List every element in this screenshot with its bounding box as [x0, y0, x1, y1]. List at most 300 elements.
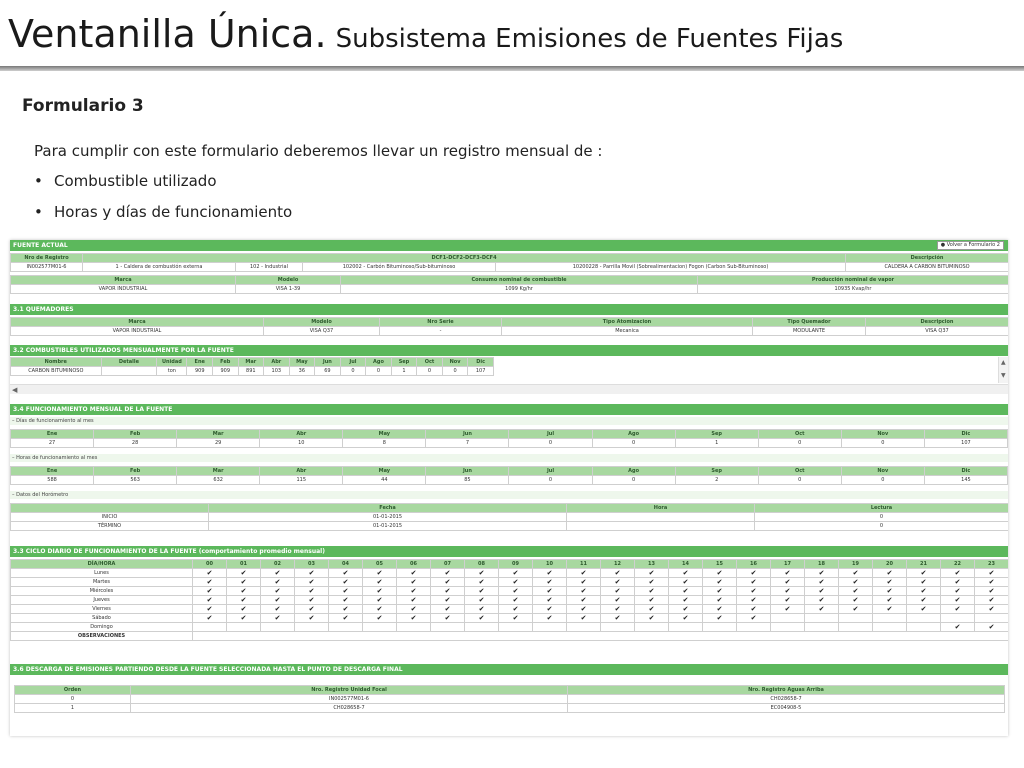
dias-table	[10, 429, 1008, 448]
check-icon: ✔	[363, 614, 397, 623]
check-icon: ✔	[839, 578, 873, 587]
check-icon: ✔	[567, 569, 601, 578]
header-cell: May	[289, 358, 315, 367]
check-icon: ✔	[771, 587, 805, 596]
cell: 563	[94, 476, 177, 485]
check-icon: ✔	[737, 569, 771, 578]
cell: 0	[509, 476, 592, 485]
check-icon: ✔	[601, 596, 635, 605]
check-icon: ✔	[567, 596, 601, 605]
check-icon: ✔	[771, 569, 805, 578]
check-icon: ✔	[431, 587, 465, 596]
check-icon: ✔	[431, 614, 465, 623]
hour-header: 07	[431, 560, 465, 569]
day-label: Miércoles	[11, 587, 193, 596]
check-icon: ✔	[601, 614, 635, 623]
cell: 632	[177, 476, 260, 485]
empty-cell	[975, 614, 1009, 623]
empty-cell	[227, 623, 261, 632]
check-icon: ✔	[941, 587, 975, 596]
check-icon: ✔	[499, 596, 533, 605]
check-icon: ✔	[329, 605, 363, 614]
header-cell: Ago	[592, 467, 675, 476]
cell: -	[380, 327, 502, 336]
cell: 0	[417, 367, 443, 376]
check-icon: ✔	[703, 578, 737, 587]
horizontal-scrollbar[interactable]	[10, 384, 1008, 394]
empty-cell	[771, 614, 805, 623]
day-label: Martes	[11, 578, 193, 587]
vertical-scrollbar[interactable]	[998, 357, 1008, 383]
empty-cell	[397, 623, 431, 632]
hour-header: 17	[771, 560, 805, 569]
empty-cell	[499, 623, 533, 632]
empty-cell	[533, 623, 567, 632]
cell: CH028658-7	[131, 704, 568, 713]
header-cell: Mar	[177, 430, 260, 439]
header-cell: Abr	[260, 430, 343, 439]
empty-cell	[193, 623, 227, 632]
cell: VAPOR INDUSTRIAL	[11, 327, 264, 336]
check-icon: ✔	[431, 596, 465, 605]
check-icon: ✔	[601, 587, 635, 596]
header-cell: Nro. Registro Unidad Focal	[131, 686, 568, 695]
cell: 29	[177, 439, 260, 448]
check-icon: ✔	[465, 587, 499, 596]
check-icon: ✔	[533, 596, 567, 605]
cell: 909	[187, 367, 213, 376]
cell: 1	[675, 439, 758, 448]
cell	[567, 522, 755, 531]
observaciones-label: OBSERVACIONES	[11, 632, 193, 641]
section-title: FUENTE ACTUAL	[13, 242, 68, 249]
check-icon: ✔	[363, 596, 397, 605]
hour-header: 15	[703, 560, 737, 569]
header-cell: Mar	[238, 358, 264, 367]
cell: 102 - Industrial	[236, 263, 303, 272]
check-icon: ✔	[635, 605, 669, 614]
cell: 28	[94, 439, 177, 448]
slide-title	[8, 12, 843, 56]
horometro-subtitle: – Datos del Horómetro	[10, 491, 1008, 499]
cell: 1 - Caldera de combustión externa	[83, 263, 236, 272]
check-icon: ✔	[397, 614, 431, 623]
header-cell: Jun	[426, 467, 509, 476]
day-label: Lunes	[11, 569, 193, 578]
check-icon: ✔	[635, 614, 669, 623]
cell: 1	[15, 704, 131, 713]
check-icon: ✔	[601, 605, 635, 614]
check-icon: ✔	[227, 569, 261, 578]
check-icon: ✔	[771, 578, 805, 587]
check-icon: ✔	[533, 605, 567, 614]
cell: VISA Q37	[264, 327, 380, 336]
check-icon: ✔	[567, 614, 601, 623]
day-label: Viernes	[11, 605, 193, 614]
header-cell: Dic	[924, 467, 1007, 476]
check-icon: ✔	[601, 578, 635, 587]
cell: 1099 Kg/hr	[341, 285, 698, 294]
header-cell: Feb	[94, 467, 177, 476]
hour-header: 20	[873, 560, 907, 569]
hour-header: 11	[567, 560, 601, 569]
hour-header: 06	[397, 560, 431, 569]
header-cell: DÍA/HORA	[11, 560, 193, 569]
descarga-table	[14, 685, 1005, 713]
check-icon: ✔	[397, 587, 431, 596]
check-icon: ✔	[227, 605, 261, 614]
header-cell: Nov	[442, 358, 468, 367]
day-label: Jueves	[11, 596, 193, 605]
check-icon: ✔	[873, 605, 907, 614]
check-icon: ✔	[907, 596, 941, 605]
cell: EC004908-5	[568, 704, 1005, 713]
empty-cell	[737, 623, 771, 632]
button-label: Volver a Formulario 2	[946, 242, 1000, 248]
hour-header: 12	[601, 560, 635, 569]
check-icon: ✔	[839, 569, 873, 578]
hour-header: 16	[737, 560, 771, 569]
header-cell: Mar	[177, 467, 260, 476]
check-icon: ✔	[465, 596, 499, 605]
check-icon: ✔	[363, 605, 397, 614]
check-icon: ✔	[975, 596, 1009, 605]
header-cell: Descripción	[846, 254, 1008, 263]
empty-cell	[363, 623, 397, 632]
check-icon: ✔	[975, 605, 1009, 614]
header-cell: Jul	[509, 430, 592, 439]
check-icon: ✔	[193, 569, 227, 578]
cell: 7	[426, 439, 509, 448]
check-icon: ✔	[499, 569, 533, 578]
cell: 10200228 - Parrilla Movil (Sobrealimentacion) Fogon (Carbon Sub-Bituminoso)	[496, 263, 846, 272]
cell: 0	[592, 476, 675, 485]
check-icon: ✔	[805, 569, 839, 578]
cell: 0	[755, 513, 1009, 522]
empty-cell	[941, 614, 975, 623]
day-label: Sábado	[11, 614, 193, 623]
arrow-left-icon[interactable]: ◀	[12, 386, 18, 394]
day-row	[11, 596, 1009, 605]
check-icon: ✔	[669, 578, 703, 587]
check-icon: ✔	[227, 578, 261, 587]
cell	[101, 367, 157, 376]
check-icon: ✔	[533, 569, 567, 578]
header-cell: DCF1-DCF2-DCF3-DCF4	[83, 254, 846, 263]
check-icon: ✔	[431, 578, 465, 587]
hour-header: 22	[941, 560, 975, 569]
header-cell	[11, 504, 209, 513]
check-icon: ✔	[397, 569, 431, 578]
empty-cell	[771, 623, 805, 632]
header-cell: Ene	[11, 467, 94, 476]
check-icon: ✔	[567, 605, 601, 614]
check-icon: ✔	[227, 587, 261, 596]
cell: 0	[442, 367, 468, 376]
check-icon: ✔	[907, 605, 941, 614]
header-cell: Tipo Quemador	[753, 318, 866, 327]
cell: 0	[340, 367, 366, 376]
header-cell: Nro. Registro Aguas Arriba	[568, 686, 1005, 695]
bullet-text: Horas y días de funcionamiento	[54, 203, 293, 221]
cell: 107	[924, 439, 1007, 448]
cell: 69	[315, 367, 341, 376]
hour-header: 02	[261, 560, 295, 569]
header-cell: Feb	[213, 358, 239, 367]
hour-header: 08	[465, 560, 499, 569]
check-icon: ✔	[193, 614, 227, 623]
day-row	[11, 614, 1009, 623]
header-cell: Nombre	[11, 358, 102, 367]
bullet-item	[34, 203, 292, 221]
hour-header: 23	[975, 560, 1009, 569]
hour-header: 09	[499, 560, 533, 569]
check-icon: ✔	[907, 578, 941, 587]
header-cell: Sep	[675, 467, 758, 476]
intro-text: Para cumplir con este formulario deberemos llevar un registro mensual de :	[34, 142, 603, 160]
check-icon: ✔	[975, 569, 1009, 578]
cell: 10935 Kvap/hr	[698, 285, 1009, 294]
check-icon: ✔	[805, 578, 839, 587]
header-cell: Marca	[11, 276, 236, 285]
header-cell: Dic	[468, 358, 494, 367]
check-icon: ✔	[737, 605, 771, 614]
title-main: Ventanilla Única.	[8, 12, 327, 56]
header-cell: Feb	[94, 430, 177, 439]
check-icon: ✔	[295, 578, 329, 587]
check-icon: ✔	[363, 587, 397, 596]
check-icon: ✔	[363, 569, 397, 578]
day-row	[11, 623, 1009, 632]
ciclo-table	[10, 559, 1008, 641]
header-cell: Ene	[187, 358, 213, 367]
check-icon: ✔	[771, 605, 805, 614]
empty-cell	[329, 623, 363, 632]
check-icon: ✔	[295, 605, 329, 614]
cell	[567, 513, 755, 522]
hour-header: 04	[329, 560, 363, 569]
cell: 0	[509, 439, 592, 448]
header-cell: May	[343, 467, 426, 476]
empty-cell	[873, 623, 907, 632]
check-icon: ✔	[533, 587, 567, 596]
check-icon: ✔	[635, 578, 669, 587]
header-cell: Consumo nominal de combustible	[341, 276, 698, 285]
cell: 36	[289, 367, 315, 376]
cell: CALDERA A CARBON BITUMINOSO	[846, 263, 1008, 272]
check-icon: ✔	[805, 587, 839, 596]
check-icon: ✔	[601, 569, 635, 578]
header-cell: Ago	[366, 358, 392, 367]
check-icon: ✔	[567, 578, 601, 587]
header-cell: Hora	[567, 504, 755, 513]
header-cell: Oct	[758, 467, 841, 476]
check-icon: ✔	[397, 605, 431, 614]
day-row	[11, 569, 1009, 578]
header-cell: Fecha	[209, 504, 567, 513]
header-cell: Jul	[509, 467, 592, 476]
header-cell: Abr	[260, 467, 343, 476]
arrow-down-icon[interactable]: ▼	[1001, 372, 1006, 379]
horometro-table	[10, 503, 1008, 531]
cell: TÉRMINO	[11, 522, 209, 531]
header-cell: Nov	[841, 467, 924, 476]
day-row	[11, 578, 1009, 587]
check-icon: ✔	[737, 587, 771, 596]
header-cell: Descripcion	[866, 318, 1009, 327]
section-bar-quemadores: 3.1 QUEMADORES	[10, 304, 1008, 315]
title-sub: Subsistema Emisiones de Fuentes Fijas	[335, 24, 844, 54]
check-icon: ✔	[499, 605, 533, 614]
empty-cell	[261, 623, 295, 632]
header-cell: Nro de Registro	[11, 254, 83, 263]
check-icon: ✔	[839, 587, 873, 596]
check-icon: ✔	[329, 587, 363, 596]
cell: 01-01-2015	[209, 513, 567, 522]
check-icon: ✔	[703, 587, 737, 596]
check-icon: ✔	[805, 596, 839, 605]
cell: IN002577M01-6	[11, 263, 83, 272]
cell: IN002577M01-6	[131, 695, 568, 704]
check-icon: ✔	[533, 614, 567, 623]
check-icon: ✔	[941, 623, 975, 632]
check-icon: ✔	[703, 614, 737, 623]
check-icon: ✔	[193, 578, 227, 587]
check-icon: ✔	[703, 605, 737, 614]
cell: 145	[924, 476, 1007, 485]
empty-cell	[873, 614, 907, 623]
check-icon: ✔	[703, 569, 737, 578]
cell: 8	[343, 439, 426, 448]
cell: 102002 - Carbón Bituminoso/Sub-bituminoso	[303, 263, 496, 272]
check-icon: ✔	[635, 596, 669, 605]
cell: 44	[343, 476, 426, 485]
horas-table	[10, 466, 1008, 485]
empty-cell	[465, 623, 499, 632]
header-cell: Jul	[340, 358, 366, 367]
header-cell: Detalle	[101, 358, 157, 367]
empty-cell	[295, 623, 329, 632]
form-title: Formulario 3	[22, 96, 144, 116]
section-bar-combustibles: 3.2 COMBUSTIBLES UTILIZADOS MENSUALMENTE POR LA FUENTE	[10, 345, 1008, 356]
check-icon: ✔	[941, 596, 975, 605]
check-icon: ✔	[295, 614, 329, 623]
title-divider	[0, 66, 1024, 71]
check-icon: ✔	[295, 596, 329, 605]
cell: 103	[264, 367, 290, 376]
check-icon: ✔	[261, 605, 295, 614]
check-icon: ✔	[839, 605, 873, 614]
header-cell: Ago	[592, 430, 675, 439]
check-icon: ✔	[907, 569, 941, 578]
check-icon: ✔	[941, 605, 975, 614]
check-icon: ✔	[839, 596, 873, 605]
header-cell: Nro Serie	[380, 318, 502, 327]
cell: 2	[675, 476, 758, 485]
horas-subtitle: – Horas de funcionamiento al mes	[10, 454, 1008, 462]
check-icon: ✔	[193, 587, 227, 596]
check-icon: ✔	[941, 569, 975, 578]
cell: 0	[841, 476, 924, 485]
header-cell: Sep	[391, 358, 417, 367]
check-icon: ✔	[431, 569, 465, 578]
check-icon: ✔	[805, 605, 839, 614]
header-cell: Modelo	[236, 276, 341, 285]
check-icon: ✔	[975, 587, 1009, 596]
bullet-item	[34, 172, 217, 190]
cell: 0	[15, 695, 131, 704]
cell: 891	[238, 367, 264, 376]
day-label: Domingo	[11, 623, 193, 632]
header-cell: Tipo Atomizacion	[502, 318, 753, 327]
check-icon: ✔	[261, 578, 295, 587]
check-icon: ✔	[465, 614, 499, 623]
check-icon: ✔	[397, 596, 431, 605]
arrow-up-icon[interactable]: ▲	[1001, 359, 1006, 366]
check-icon: ✔	[907, 587, 941, 596]
check-icon: ✔	[567, 587, 601, 596]
check-icon: ✔	[397, 578, 431, 587]
check-icon: ✔	[465, 569, 499, 578]
check-icon: ✔	[499, 587, 533, 596]
header-cell: Lectura	[755, 504, 1009, 513]
fuente-actual-table	[10, 253, 1008, 272]
hour-header: 14	[669, 560, 703, 569]
check-icon: ✔	[295, 587, 329, 596]
empty-cell	[805, 614, 839, 623]
section-bar-descarga: 3.6 DESCARGA DE EMISIONES PARTIENDO DESDE LA FUENTE SELECCIONADA HASTA EL PUNTO DE DESCARGA FINAL	[10, 664, 1008, 675]
check-icon: ✔	[873, 578, 907, 587]
hour-header: 10	[533, 560, 567, 569]
check-icon: ✔	[669, 605, 703, 614]
check-icon: ✔	[873, 596, 907, 605]
cell: 0	[841, 439, 924, 448]
empty-cell	[805, 623, 839, 632]
cell: INICIO	[11, 513, 209, 522]
check-icon: ✔	[261, 614, 295, 623]
check-icon: ✔	[737, 614, 771, 623]
empty-cell	[839, 614, 873, 623]
check-icon: ✔	[737, 596, 771, 605]
check-icon: ✔	[465, 605, 499, 614]
header-cell: Sep	[675, 430, 758, 439]
hour-header: 19	[839, 560, 873, 569]
header-cell: Nov	[841, 430, 924, 439]
header-cell: Jun	[315, 358, 341, 367]
check-icon: ✔	[295, 569, 329, 578]
cell: 0	[755, 522, 1009, 531]
check-icon: ✔	[669, 569, 703, 578]
check-icon: ✔	[941, 578, 975, 587]
hour-header: 21	[907, 560, 941, 569]
bullet-text: Combustible utilizado	[54, 172, 217, 190]
cell: 0	[366, 367, 392, 376]
check-icon: ✔	[227, 596, 261, 605]
empty-cell	[431, 623, 465, 632]
empty-cell	[669, 623, 703, 632]
check-icon: ✔	[635, 587, 669, 596]
volver-formulario-2-button[interactable]: ● Volver a Formulario 2	[937, 241, 1004, 250]
check-icon: ✔	[193, 596, 227, 605]
header-cell: Orden	[15, 686, 131, 695]
cell: CH028658-7	[568, 695, 1005, 704]
header-cell: Marca	[11, 318, 264, 327]
check-icon: ✔	[771, 596, 805, 605]
section-bar-fuente-actual	[10, 240, 1008, 251]
header-cell: May	[343, 430, 426, 439]
cell: 0	[758, 439, 841, 448]
header-cell: Producción nominal de vapor	[698, 276, 1009, 285]
